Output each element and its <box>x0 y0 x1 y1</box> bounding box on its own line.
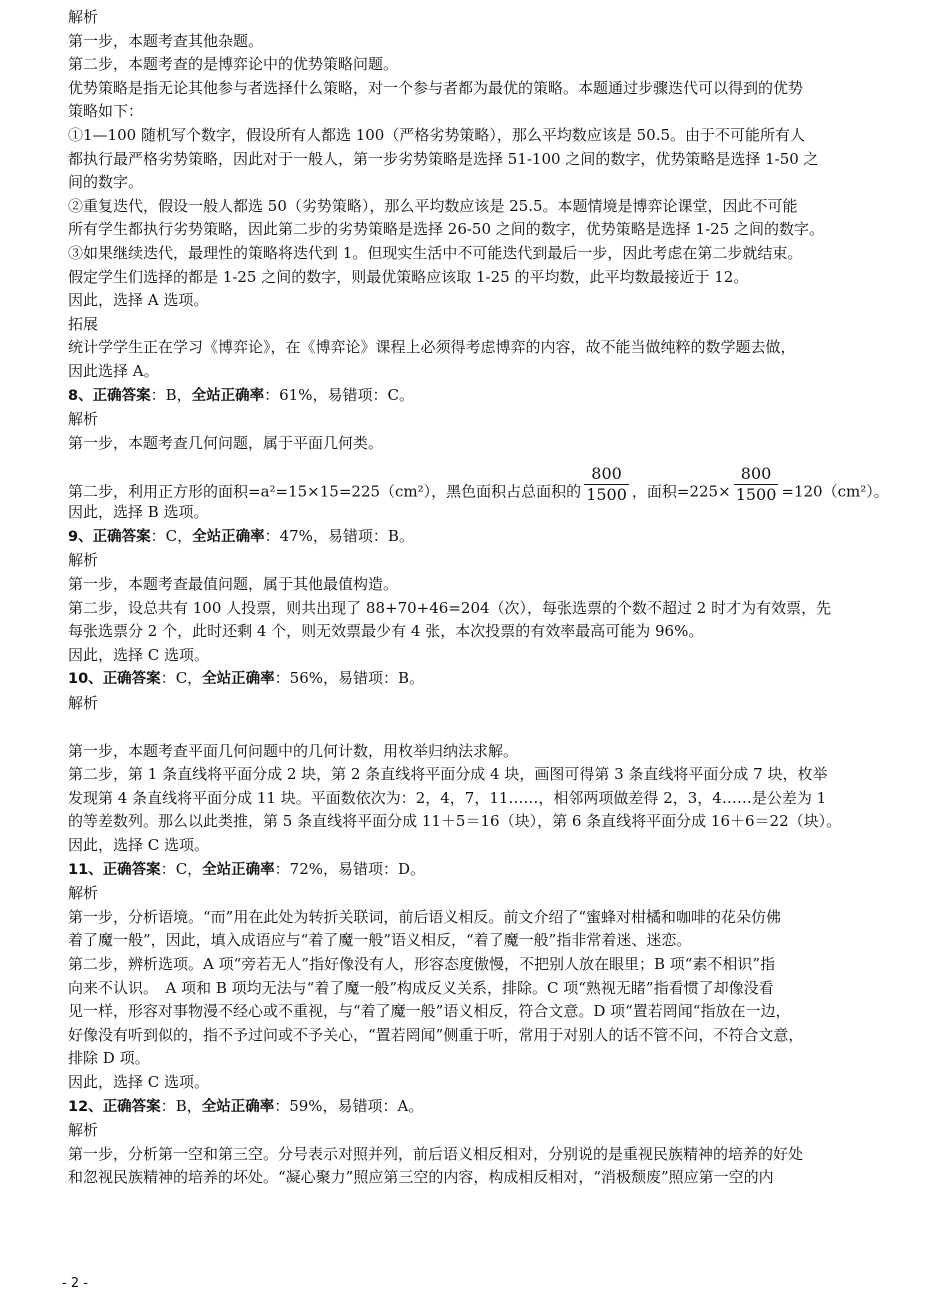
analysis-heading: 解析 <box>68 884 99 903</box>
question-12 <box>68 1095 888 1190</box>
page-number: - 2 - <box>62 1276 88 1291</box>
text-segment: =120（cm²）。 <box>781 482 889 501</box>
text-line: 第一步，本题考查最值问题，属于其他最值构造。 <box>68 575 399 594</box>
text-line: ②重复迭代，假设一般人都选 50（劣势策略），那么平均数应该是 25.5。本题情境是博弈论课堂，因此不可能 <box>68 196 798 215</box>
rate-value: ：59%，易错项：A。 <box>274 1096 424 1115</box>
analysis-heading: 解析 <box>68 1121 99 1140</box>
text-line: 因此，选择 C 选项。 <box>68 1072 210 1091</box>
fraction-denominator: 1500 <box>586 485 627 505</box>
rate-label: 全站正确率 <box>202 671 275 688</box>
text-line: 间的数字。 <box>68 173 144 192</box>
analysis-block-7 <box>68 6 888 384</box>
text-line: 第二步，辨析选项。A 项“旁若无人”指好像没有人，形容态度傲慢，不把别人放在眼里；B 项“素不相识”指 <box>68 954 776 973</box>
text-line: 因此选择 A。 <box>68 361 159 380</box>
answer-value: ：C， <box>160 669 203 688</box>
text-line: 每张选票分 2 个，此时还剩 4 个，则无效票最少有 4 张，本次投票的有效率最高可能为 96%。 <box>68 622 704 641</box>
rate-label: 全站正确率 <box>192 528 265 545</box>
answer-label: 正确答案 <box>92 387 151 404</box>
rate-value: ：72%，易错项：D。 <box>274 859 426 878</box>
text-line: 因此，选择 A 选项。 <box>68 291 209 310</box>
text-line: 第一步，本题考查几何问题，属于平面几何类。 <box>68 433 384 452</box>
extend-heading: 拓展 <box>68 314 99 333</box>
formula-line <box>68 455 889 505</box>
answer-line <box>68 667 888 692</box>
text-line: 向来不认识。 A 项和 B 项均无法与“着了魔一般”构成反义关系，排除。C 项“熟视无睹”指看惯了却像没看 <box>68 978 774 997</box>
text-line: 统计学学生正在学习《博弈论》，在《博弈论》课程上必须得考虑博弈的内容，故不能当做纯粹的数学题去做， <box>68 338 796 357</box>
text-line: 都执行最严格劣势策略，因此对于一般人，第一步劣势策略是选择 51-100 之间的数字，优势策略是选择 1-50 之 <box>68 149 819 168</box>
fraction-denominator: 1500 <box>735 485 777 505</box>
text-line: 排除 D 项。 <box>68 1049 150 1068</box>
text-line: 的等差数列。那么以此类推，第 5 条直线将平面分成 11＋5＝16（块），第 6 条直线将平面分成 16＋6＝22（块）。 <box>68 812 842 831</box>
text-line: 着了魔一般”，因此，填入成语应与“着了魔一般”语义相反，“着了魔一般”指非常着迷、迷恋。 <box>68 931 692 950</box>
answer-value: ：C， <box>150 526 193 545</box>
answer-line <box>68 525 888 550</box>
fraction <box>584 464 629 505</box>
question-8 <box>68 384 888 525</box>
answer-label: 正确答案 <box>102 671 161 688</box>
text-line: 第二步，第 1 条直线将平面分成 2 块，第 2 条直线将平面分成 4 块，画图可得第 3 条直线将平面分成 7 块，枚举 <box>68 765 828 784</box>
answer-line <box>68 384 888 409</box>
answer-label: 正确答案 <box>102 861 161 878</box>
text-line: 发现第 4 条直线将平面分成 11 块。平面数依次为：2，4，7，11……，相邻两项做差得 2，3，4……是公差为 1 <box>68 788 827 807</box>
rate-label: 全站正确率 <box>191 387 265 404</box>
fraction-numerator: 800 <box>584 464 629 485</box>
text-line: 第一步，本题考查平面几何问题中的几何计数，用枚举归纳法求解。 <box>68 741 519 760</box>
question-number: 9、 <box>68 528 93 545</box>
analysis-heading: 解析 <box>68 8 99 26</box>
analysis-heading: 解析 <box>68 551 99 570</box>
text-line: 策略如下： <box>68 102 144 121</box>
fraction <box>734 464 779 505</box>
question-number: 8、 <box>68 387 93 404</box>
text-line: 因此，选择 C 选项。 <box>68 836 210 854</box>
text-line: 因此，选择 C 选项。 <box>68 645 210 664</box>
answer-line <box>68 1095 888 1120</box>
question-number: 10、 <box>68 671 103 688</box>
text-line: 假定学生们选择的都是 1-25 之间的数字，则最优策略应该取 1-25 的平均数，此平均数最接近于 12。 <box>68 267 749 286</box>
question-number: 11、 <box>68 861 103 878</box>
blank-spacer <box>68 716 888 740</box>
text-line: 第二步，设总共有 100 人投票，则共出现了 88+70+46=204（次），每张选票的个数不超过 2 时才为有效票，先 <box>68 598 832 617</box>
question-number: 12、 <box>68 1098 103 1115</box>
text-line: 第二步，本题考查的是博弈论中的优势策略问题。 <box>68 55 399 74</box>
rate-value: ：56%，易错项：B。 <box>274 669 425 688</box>
analysis-heading: 解析 <box>68 694 99 713</box>
answer-line <box>68 858 888 883</box>
question-11 <box>68 858 888 1095</box>
answer-label: 正确答案 <box>92 528 151 545</box>
answer-label: 正确答案 <box>102 1098 161 1115</box>
rate-label: 全站正确率 <box>201 1098 275 1115</box>
text-line: 见一样，形容对事物漫不经心或不重视，与“着了魔一般”语义相反，符合文意。D 项“置若罔闻“指放在一边， <box>68 1002 791 1021</box>
document-page <box>68 6 888 1190</box>
question-10 <box>68 667 888 857</box>
rate-label: 全站正确率 <box>202 861 275 878</box>
text-line: ①1—100 随机写个数字，假设所有人都选 100（严格劣势策略），那么平均数应该是 50.5。由于不可能所有人 <box>68 125 806 144</box>
fraction-numerator: 800 <box>734 464 779 485</box>
question-9 <box>68 525 888 668</box>
analysis-heading: 解析 <box>68 410 99 429</box>
text-line: 所有学生都执行劣势策略，因此第二步的劣势策略是选择 26-50 之间的数字，优势策略是选择 1-25 之间的数字。 <box>68 220 825 239</box>
text-line: ③如果继续迭代，最理性的策略将迭代到 1。但现实生活中不可能迭代到最后一步，因此考虑在第二步就结束。 <box>68 243 803 262</box>
rate-value: ：47%，易错项：B。 <box>264 526 414 545</box>
text-line: 优势策略是指无论其他参与者选择什么策略，对一个参与者都为最优的策略。本题通过步骤迭代可以得到的优势 <box>68 78 804 97</box>
rate-value: ：61%，易错项：C。 <box>264 385 414 404</box>
text-line: 因此，选择 B 选项。 <box>68 503 209 522</box>
text-line: 和忽视民族精神的培养的坏处。“凝心聚力”照应第三空的内容，构成相反相对，“消极颓废”照应第一空的内 <box>68 1168 774 1187</box>
text-segment: 第二步，利用正方形的面积=a²=15×15=225（cm²），黑色面积占总面积的 <box>68 482 582 501</box>
text-segment: ，面积=225× <box>631 482 731 501</box>
text-line: 好像没有听到似的，指不予过问或不予关心，“置若罔闻”侧重于听，常用于对别人的话不管不问，不符合文意， <box>68 1025 804 1044</box>
answer-value: ：B， <box>150 385 192 404</box>
text-line: 第一步，分析语境。“而”用在此处为转折关联词，前后语义相反。前文介绍了“蜜蜂对柑橘和咖啡的花朵仿佛 <box>68 907 782 926</box>
text-line: 第一步，本题考查其他杂题。 <box>68 31 264 50</box>
answer-value: ：B， <box>160 1096 202 1115</box>
text-line: 第一步，分析第一空和第三空。分号表示对照并列，前后语义相反相对，分别说的是重视民族精神的培养的好处 <box>68 1144 804 1163</box>
answer-value: ：C， <box>160 859 203 878</box>
